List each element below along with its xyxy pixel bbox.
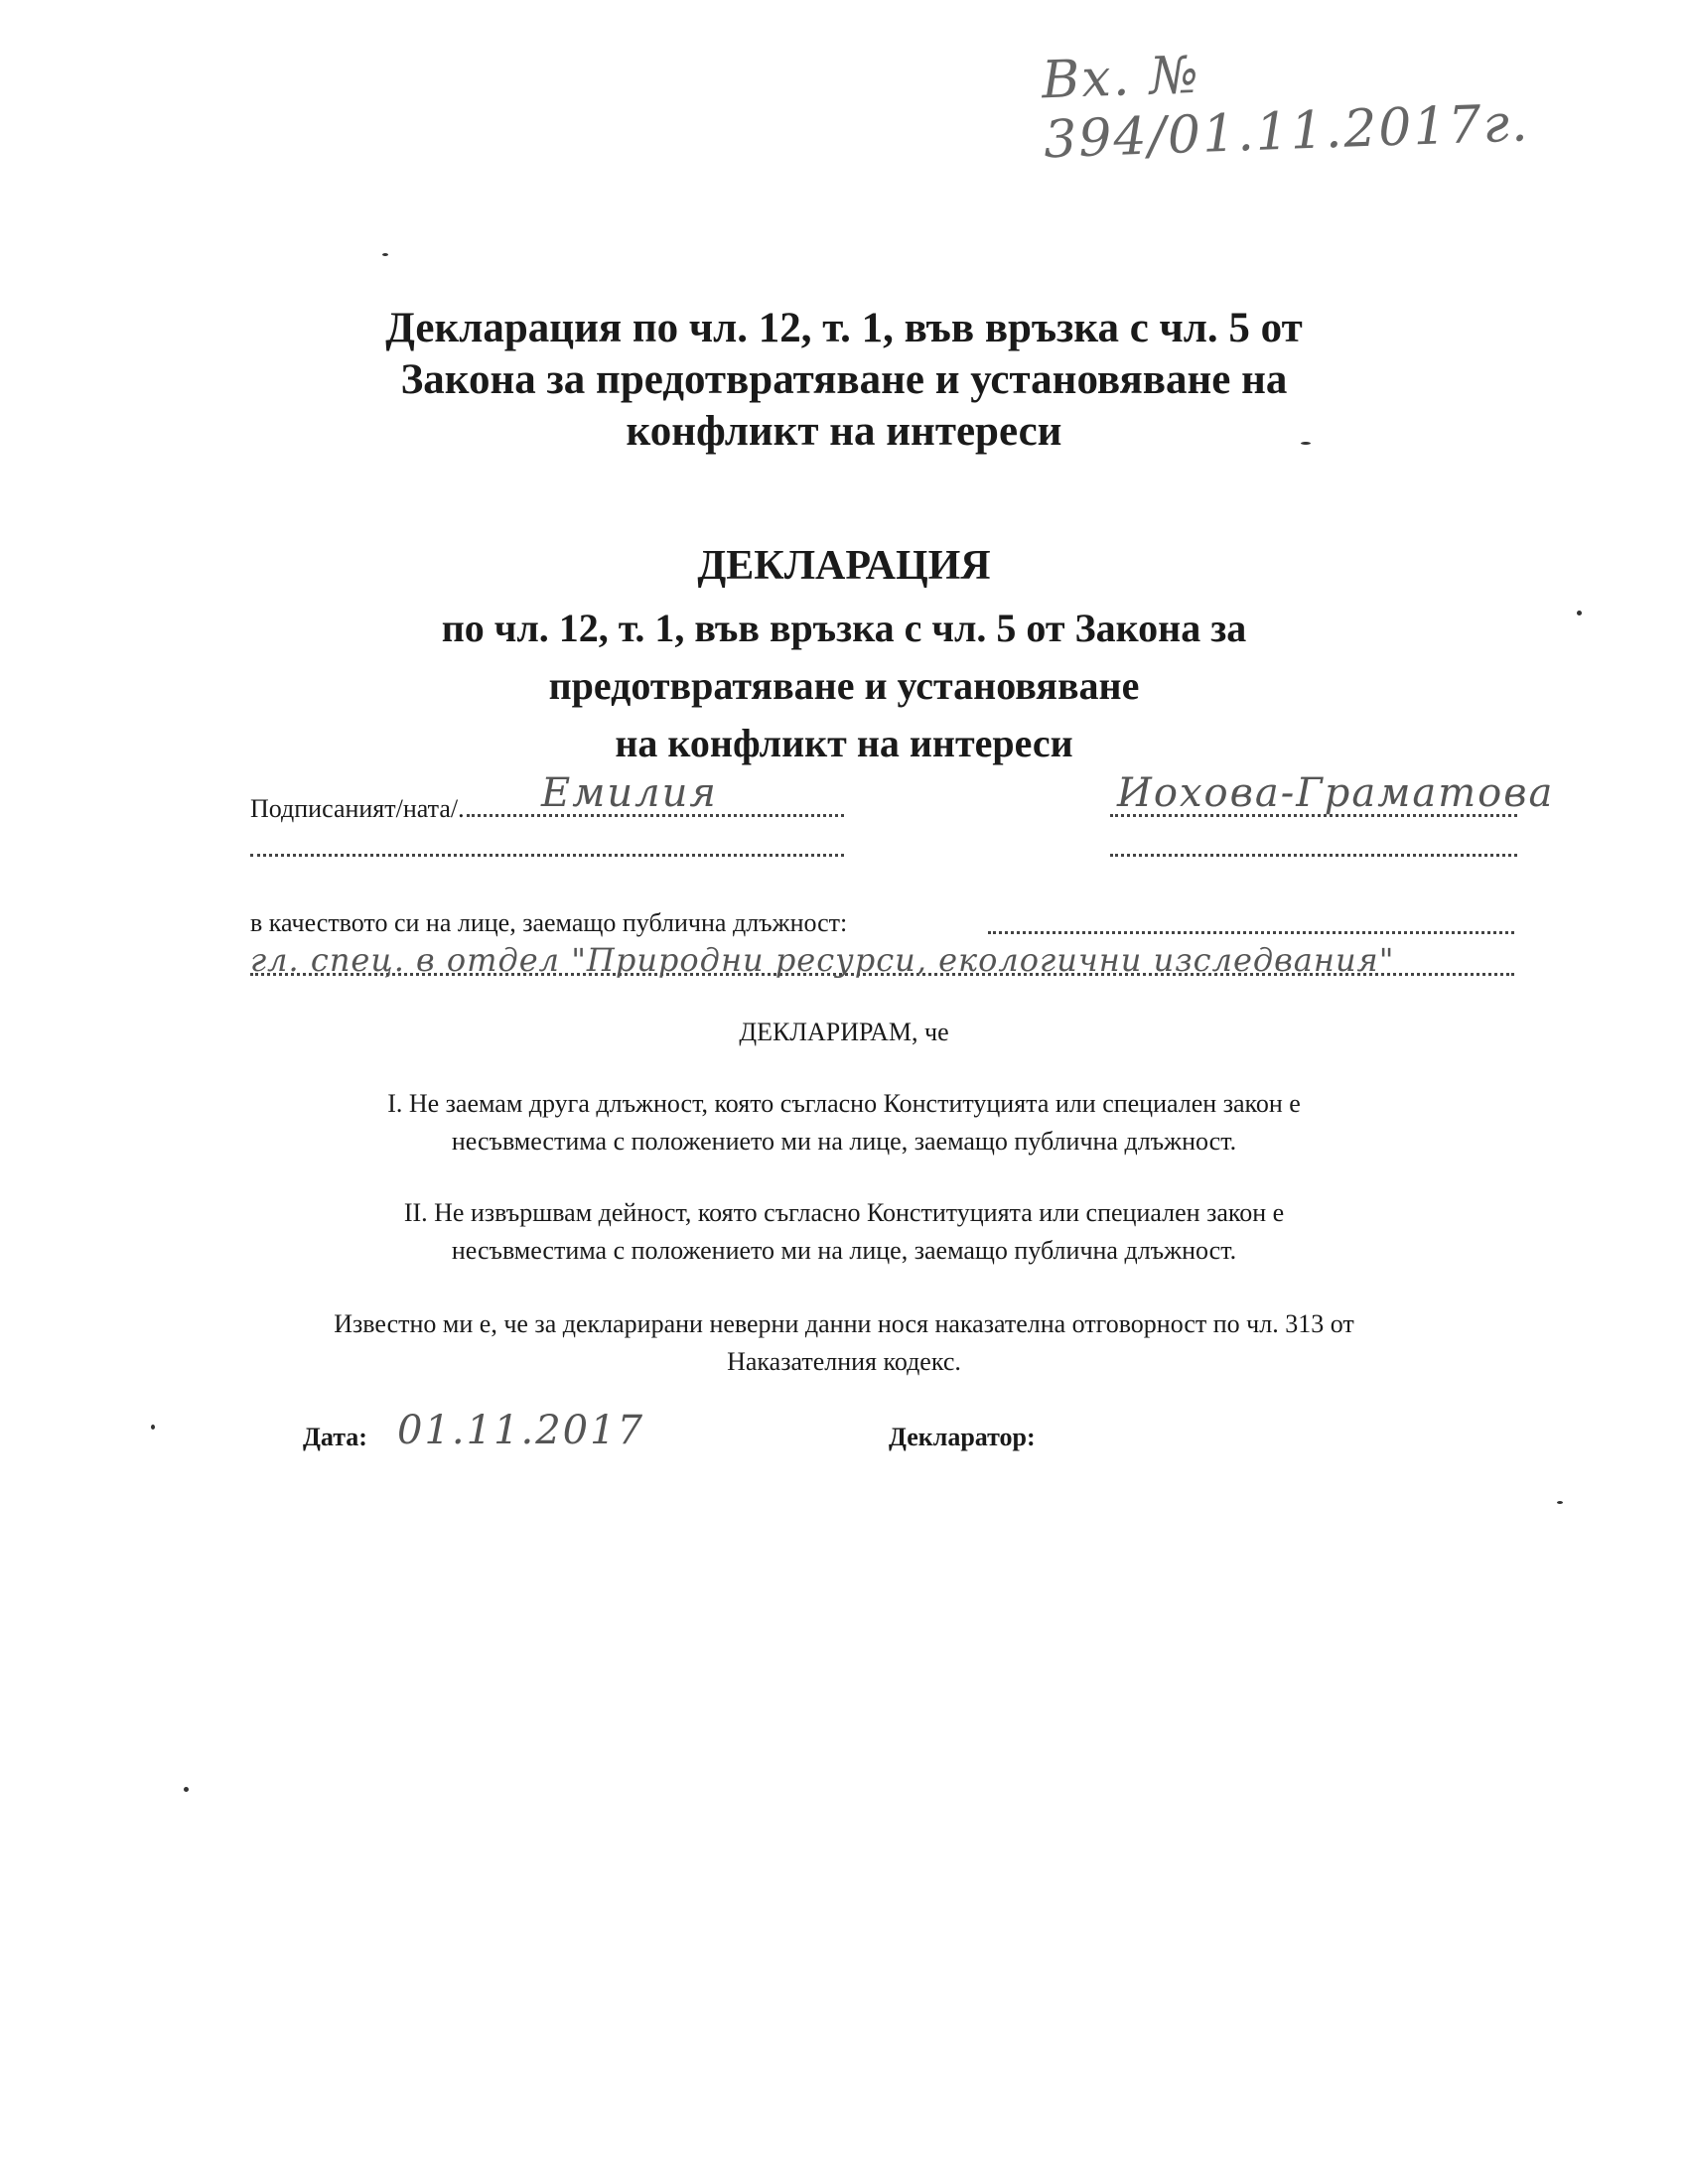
liability-statement (0, 1305, 1688, 1381)
date-label: Дата: (303, 1423, 367, 1451)
liability-line-2: Наказателния кодекс. (727, 1347, 961, 1376)
signatory-dots-4 (1110, 854, 1517, 857)
registration-note: Вх. № 394/01.11.2017г. (1041, 45, 1531, 171)
item-1 (0, 1085, 1688, 1160)
position-value: гл. спец. в отдел "Природни ресурси, екологични изследвания" (250, 941, 1395, 979)
signatory-dots-3 (250, 854, 844, 857)
declaration-line-1: по чл. 12, т. 1, във връзка с чл. 5 от Закона за (441, 606, 1247, 650)
declaration-line-2: предотвратяване и установяване (548, 663, 1140, 708)
scan-speck (151, 1425, 155, 1430)
scan-speck (184, 1787, 189, 1792)
declaration-line-3: на конфликт на интереси (615, 721, 1073, 765)
scan-speck (1301, 442, 1311, 445)
scan-speck (1577, 611, 1582, 615)
title-line-2: Закона за предотвратяване и установяване на (400, 356, 1288, 403)
declarant-label: Декларатор: (889, 1423, 1036, 1451)
liability-line-1: Известно ми е, че за декларирани неверни данни нося наказателна отговорност по чл. 313 от (334, 1309, 1354, 1338)
date-value: 01.11.2017 (397, 1408, 645, 1453)
document-title (0, 303, 1688, 458)
item-2-line-2: несъвместима с положението ми на лице, заемащо публична длъжност. (451, 1236, 1237, 1265)
item-2 (0, 1194, 1688, 1270)
declaration-heading: ДЕКЛАРАЦИЯ (697, 543, 991, 589)
position-dots-1 (988, 931, 1514, 934)
declare-statement: ДЕКЛАРИРАМ, че (739, 1018, 949, 1046)
title-line-1: Декларация по чл. 12, т. 1, във връзка с чл. 5 от (385, 305, 1303, 351)
title-line-3: конфликт на интереси (626, 408, 1062, 455)
item-1-line-1: I. Не заемам друга длъжност, която съгласно Конституцията или специален закон е (387, 1089, 1301, 1118)
signatory-first-name: Емилия (541, 770, 718, 816)
signatory-last-name: Иохова-Граматова (1117, 770, 1555, 816)
declaration-subtitle (0, 600, 1688, 772)
item-1-line-2: несъвместима с положението ми на лице, заемащо публична длъжност. (451, 1127, 1237, 1156)
scan-speck (1557, 1501, 1563, 1504)
signatory-label: Подписаният/ната/. (250, 794, 465, 823)
item-2-line-1: II. Не извършвам дейност, която съгласно Конституцията или специален закон е (403, 1198, 1285, 1227)
scan-speck (382, 253, 388, 256)
position-label: в качеството си на лице, заемащо публична длъжност: (250, 908, 848, 937)
